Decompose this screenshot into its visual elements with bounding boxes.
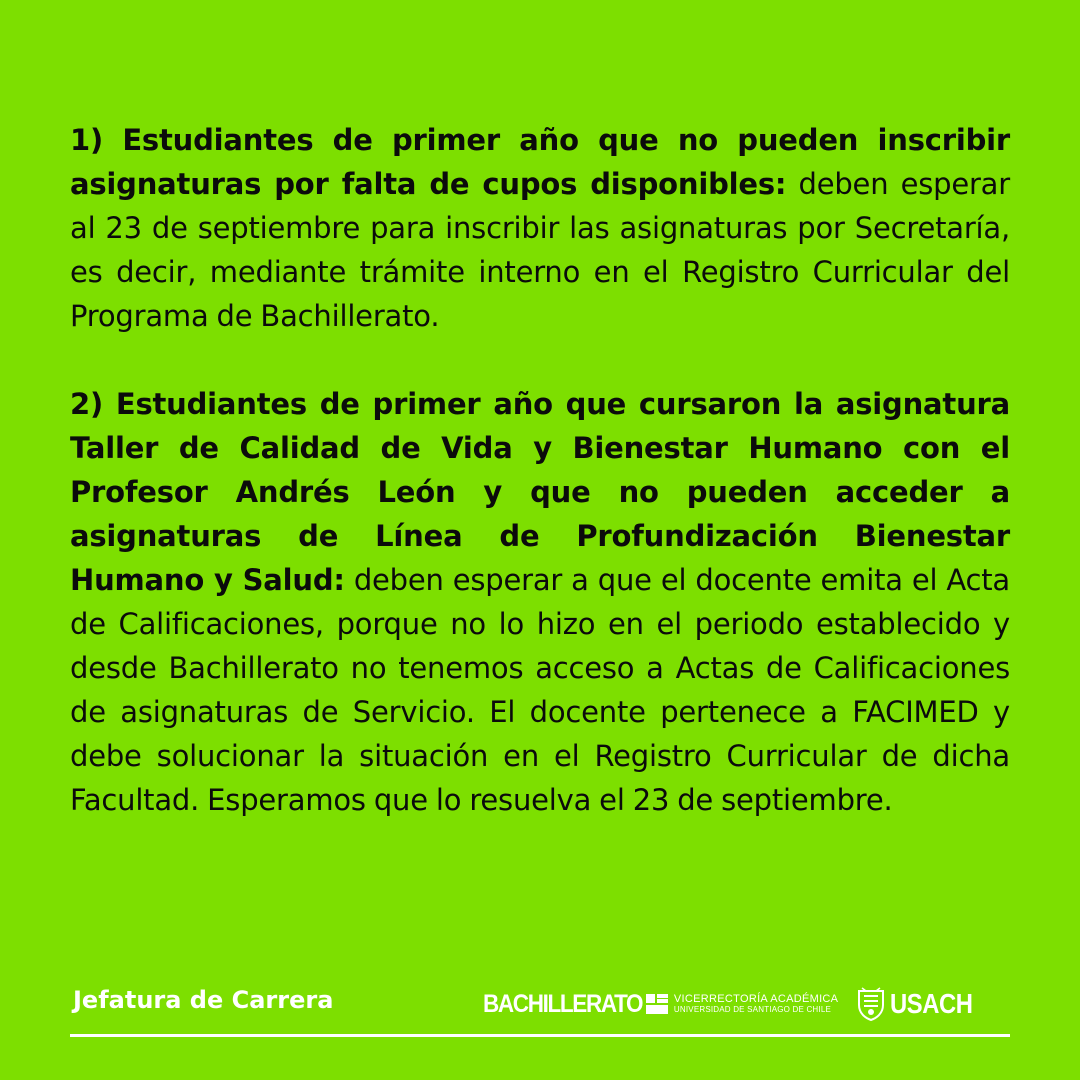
vicerrectoria-logo <box>674 993 838 1015</box>
footer-logos <box>483 986 987 1022</box>
notice-item-2-heading: 2) Estudiantes de primer año que cursaron la asignatura Taller de Calidad de Vida y Bienestar Humano con el Profesor Andrés León y que no pueden acceder a asignaturas de Línea de Profundización Bienestar Humano y Salud: <box>70 387 1010 597</box>
notice-item-2-text: deben esperar a que el docente emita el Acta de Calificaciones, porque no lo hizo en el periodo establecido y desde Bachillerato no tenemos acceso a Actas de Calificaciones de asignaturas de Servicio. El docente pertenece a FACIMED y debe solucionar la situación en el Registro Curricular de dicha Facultad. Esperamos que lo resuelva el 23 de septiembre. <box>70 563 1010 817</box>
notice-item-1 <box>70 118 1010 338</box>
notice-item-2 <box>70 382 1010 822</box>
university-name: UNIVERSIDAD DE SANTIAGO DE CHILE <box>673 1005 832 1014</box>
notice-body <box>70 118 1010 822</box>
bachillerato-logo: BACHILLERATO <box>483 989 643 1018</box>
university-seal-icon <box>856 987 886 1021</box>
footer-label: Jefatura de Carrera <box>73 986 334 1014</box>
bachillerato-mark-icon <box>646 994 668 1014</box>
notice-item-1-heading: 1) Estudiantes de primer año que no pueden inscribir asignaturas por falta de cupos disponibles: <box>70 123 1010 201</box>
footer-divider <box>70 1034 1010 1037</box>
notice-item-1-text: deben esperar al 23 de septiembre para inscribir las asignaturas por Secretaría, es decir, mediante trámite interno en el Registro Curricular del Programa de Bachillerato. <box>70 167 1010 333</box>
vicerrectoria-title: VICERRECTORÍA ACADÉMICA <box>673 993 839 1005</box>
usach-logo: USACH <box>890 988 973 1019</box>
